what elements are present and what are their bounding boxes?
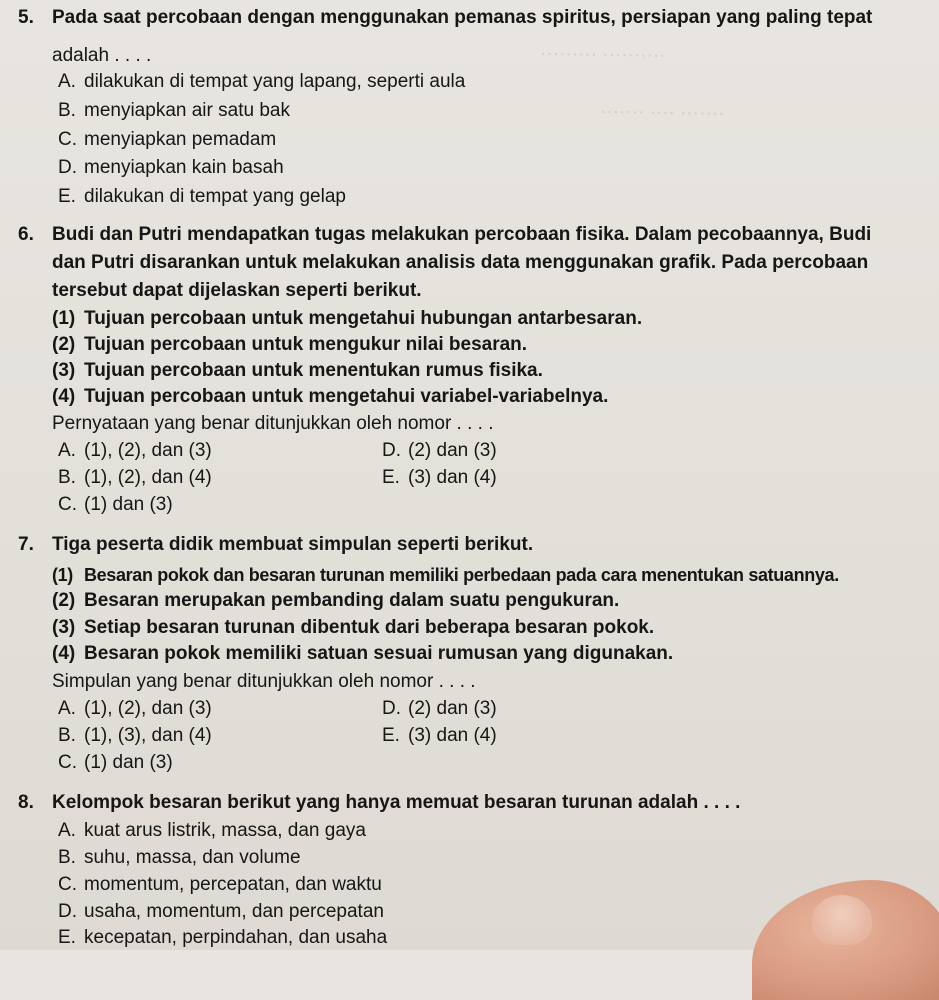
q6-stem-line2: dan Putri disarankan untuk melakukan analisis data menggunakan grafik. Pada percobaan [52, 252, 869, 273]
q5-stem-line2: adalah . . . . [52, 45, 152, 66]
q8-option-a[interactable]: A. kuat arus listrik, massa, dan gaya [58, 820, 366, 841]
q7-option-c[interactable]: C. (1) dan (3) [58, 752, 173, 773]
q5-stem-line1: Pada saat percobaan dengan menggunakan pemanas spiritus, persiapan yang paling tepat [52, 7, 873, 28]
q7-number: 7. [18, 534, 34, 555]
q8-option-b[interactable]: B. suhu, massa, dan volume [58, 847, 301, 868]
q7-option-e[interactable]: E. (3) dan (4) [382, 725, 497, 746]
bleed-through-text: ·········· ········· [539, 42, 666, 67]
q6-option-c[interactable]: C. (1) dan (3) [58, 494, 173, 515]
q7-stem-line1: Tiga peserta didik membuat simpulan seperti berikut. [52, 534, 534, 555]
q5-option-b[interactable]: B. menyiapkan air satu bak [58, 100, 290, 121]
q6-number: 6. [18, 224, 34, 245]
q8-option-c[interactable]: C. momentum, percepatan, dan waktu [58, 874, 382, 895]
q6-prompt: Pernyataan yang benar ditunjukkan oleh nomor . . . . [52, 413, 494, 434]
q6-item-1: (1) Tujuan percobaan untuk mengetahui hubungan antarbesaran. [52, 308, 643, 329]
q5-option-d[interactable]: D. menyiapkan kain basah [58, 157, 284, 178]
q5-number: 5. [18, 7, 34, 28]
q8-number: 8. [18, 792, 34, 813]
q7-item-4: (4) Besaran pokok memiliki satuan sesuai rumusan yang digunakan. [52, 643, 674, 664]
q7-option-b[interactable]: B. (1), (3), dan (4) [58, 725, 212, 746]
q5-option-c[interactable]: C. menyiapkan pemadam [58, 129, 277, 150]
q8-option-e[interactable]: E. kecepatan, perpindahan, dan usaha [58, 927, 388, 948]
q8-stem-line1: Kelompok besaran berikut yang hanya memuat besaran turunan adalah . . . . [52, 792, 741, 813]
q7-item-1: (1) Besaran pokok dan besaran turunan memiliki perbedaan pada cara menentukan satuannya. [52, 565, 839, 585]
q6-item-2: (2) Tujuan percobaan untuk mengukur nilai besaran. [52, 334, 528, 355]
q5-option-e[interactable]: E. dilakukan di tempat yang gelap [58, 186, 346, 207]
q8-option-d[interactable]: D. usaha, momentum, dan percepatan [58, 901, 384, 922]
fingernail-photo-artifact [812, 895, 872, 945]
q6-stem-line1: Budi dan Putri mendapatkan tugas melakukan percobaan fisika. Dalam pecobaannya, Budi [52, 224, 872, 245]
q5-option-a[interactable]: A. dilakukan di tempat yang lapang, seperti aula [58, 71, 466, 92]
q7-option-d[interactable]: D. (2) dan (3) [382, 698, 497, 719]
bleed-through-text: ······· ···· ······· [599, 100, 725, 125]
q6-option-b[interactable]: B. (1), (2), dan (4) [58, 467, 212, 488]
q6-stem-line3: tersebut dapat dijelaskan seperti berikut. [52, 280, 422, 301]
q6-option-d[interactable]: D. (2) dan (3) [382, 440, 497, 461]
q7-item-3: (3) Setiap besaran turunan dibentuk dari beberapa besaran pokok. [52, 617, 655, 638]
q6-item-4: (4) Tujuan percobaan untuk mengetahui variabel-variabelnya. [52, 386, 609, 407]
q7-option-a[interactable]: A. (1), (2), dan (3) [58, 698, 212, 719]
q7-item-2: (2) Besaran merupakan pembanding dalam suatu pengukuran. [52, 590, 620, 611]
q7-prompt: Simpulan yang benar ditunjukkan oleh nomor . . . . [52, 671, 476, 692]
q6-option-a[interactable]: A. (1), (2), dan (3) [58, 440, 212, 461]
q6-item-3: (3) Tujuan percobaan untuk menentukan rumus fisika. [52, 360, 543, 381]
q6-option-e[interactable]: E. (3) dan (4) [382, 467, 497, 488]
